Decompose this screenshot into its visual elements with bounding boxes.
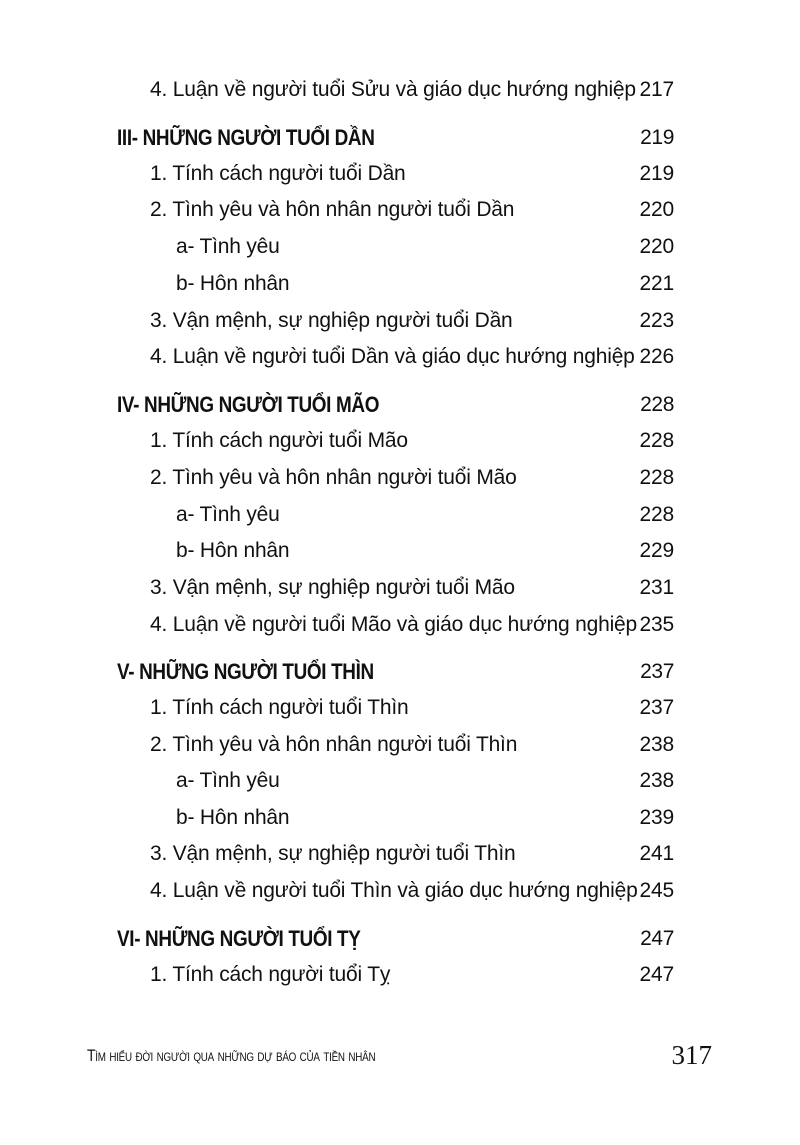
toc-section-label: IV- NHỮNG NGƯỜI TUỔI MÃO [117,392,380,417]
toc-entry-label: 4. Luận về người tuổi Dần và giáo dục hướng nghiệp [150,345,635,368]
toc-entry-page: 237 [639,696,674,719]
toc-section-label: V- NHỮNG NGƯỜI TUỔI THÌN [117,659,374,684]
toc-entry-label: 2. Tình yêu và hôn nhân người tuổi Dần [150,198,515,221]
toc-entry-page: 238 [639,769,674,792]
toc-entry-page: 228 [639,503,674,526]
toc-entry-label: 1. Tính cách người tuổi Thìn [150,696,409,719]
toc-entry-label: 4. Luận về người tuổi Thìn và giáo dục hướng nghiệp [150,879,638,902]
toc-entry-label: 4. Luận về người tuổi Mão và giáo dục hướng nghiệp [150,613,637,636]
toc-entry-page: 217 [639,78,674,101]
toc-entry-page: 228 [639,466,674,489]
toc-entry-label: 4. Luận về người tuổi Sửu và giáo dục hướng nghiệp [150,78,636,101]
toc-entry-page: 238 [639,733,674,756]
toc-entry-page: 219 [639,162,674,185]
toc-entry-page: 235 [639,613,674,636]
toc-entry-page: 221 [639,272,674,295]
toc-entry-page: 247 [640,927,674,950]
toc-entry-label: 3. Vận mệnh, sự nghiệp người tuổi Dần [150,309,513,332]
toc-entry-label: a- Tình yêu [176,769,280,792]
toc-entry-label: b- Hôn nhân [176,806,290,829]
toc-entry-label: 1. Tính cách người tuổi Dần [150,162,406,185]
toc-entry-label: 3. Vận mệnh, sự nghiệp người tuổi Thìn [150,842,516,865]
running-footer-title: Tìm hiểu đời người qua những dự báo của tiền nhân [87,1046,376,1065]
toc-entry-label: b- Hôn nhân [176,272,290,295]
toc-entry-label: 2. Tình yêu và hôn nhân người tuổi Mão [150,466,517,489]
toc-entry-label: b- Hôn nhân [176,539,290,562]
toc-entry-page: 239 [639,806,674,829]
toc-entry-page: 219 [640,126,674,149]
toc-entry-page: 226 [639,345,674,368]
toc-entry-page: 220 [639,235,674,258]
toc-entry-page: 245 [639,879,674,902]
toc-entry-label: 3. Vận mệnh, sự nghiệp người tuổi Mão [150,576,515,599]
toc-entry-label: a- Tình yêu [176,503,280,526]
toc-entry-page: 247 [639,963,674,986]
toc-entry-page: 229 [639,539,674,562]
toc-entry-page: 231 [639,576,674,599]
toc-entry-label: 2. Tình yêu và hôn nhân người tuổi Thìn [150,733,518,756]
toc-entry-page: 228 [639,429,674,452]
toc-section-label: VI- NHỮNG NGƯỜI TUỔI TỴ [117,926,361,951]
toc-entry-page: 220 [639,198,674,221]
toc-entry-label: 1. Tính cách người tuổi Tỵ [150,963,391,986]
toc-entry-page: 237 [640,660,674,683]
footer-page-number: 317 [671,1040,712,1070]
toc-entry-label: a- Tình yêu [176,235,280,258]
toc-entry-page: 241 [639,842,674,865]
toc-entry-label: 1. Tính cách người tuổi Mão [150,429,408,452]
toc-entry-page: 228 [640,393,674,416]
toc-section-label: III- NHỮNG NGƯỜI TUỔI DẦN [117,125,375,150]
toc-entry-page: 223 [639,309,674,332]
